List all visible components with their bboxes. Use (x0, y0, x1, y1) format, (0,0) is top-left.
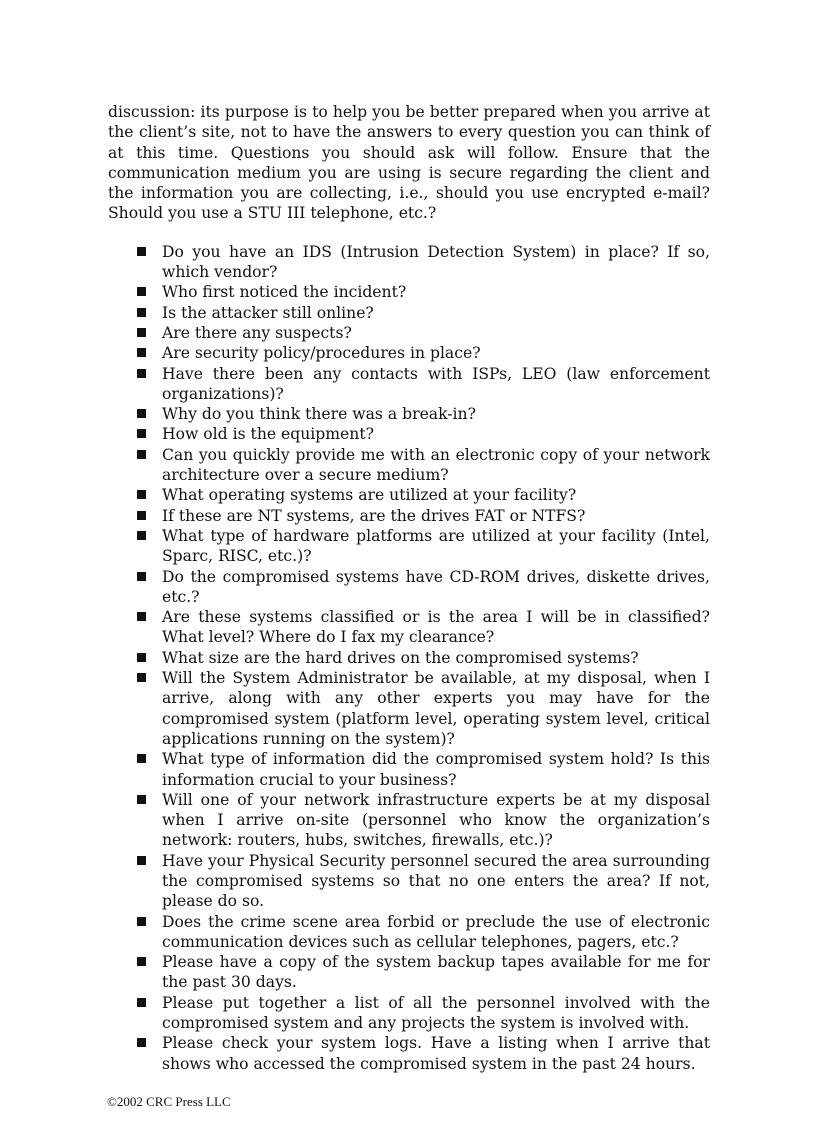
list-item-text: Please have a copy of the system backup tapes available for me for the past 30 days. (162, 953, 710, 992)
list-item-text: Are these systems classified or is the area I will be in classified? What level? Where do I fax my clearance? (162, 608, 710, 647)
list-item-text: Do you have an IDS (Intrusion Detection System) in place? If so, which vendor? (162, 242, 710, 282)
list-item-text: Have your Physical Security personnel secured the area surrounding the compromised systems so that no one enters the area? If not, please do so. (162, 851, 710, 911)
square-bullet-icon (137, 511, 146, 520)
list-item (135, 485, 710, 505)
square-bullet-icon (137, 653, 146, 662)
square-bullet-icon (137, 531, 146, 540)
list-item-text: Are there any suspects? (162, 323, 352, 342)
list-item (135, 993, 710, 1034)
list-item (135, 668, 710, 749)
square-bullet-icon (137, 328, 146, 337)
list-item (135, 323, 710, 343)
list-item-text: Who first noticed the incident? (162, 283, 407, 302)
square-bullet-icon (137, 673, 146, 682)
list-item-text: Will one of your network infrastructure experts be at my disposal when I arrive on-site (personnel who know the organization’s network: routers, hubs, switches, firewalls, etc.)? (162, 790, 710, 850)
copyright-footer: ©2002 CRC Press LLC (107, 1094, 231, 1109)
list-item-text: Please put together a list of all the personnel involved with the compromised system and any projects the system is involved with. (162, 993, 710, 1033)
list-item (135, 404, 710, 424)
list-item-text: Do the compromised systems have CD-ROM drives, diskette drives, etc.? (162, 567, 710, 606)
square-bullet-icon (137, 247, 146, 256)
question-list (135, 242, 710, 1074)
list-item-text: If these are NT systems, are the drives FAT or NTFS? (162, 506, 586, 525)
square-bullet-icon (137, 409, 146, 418)
list-item (135, 912, 710, 953)
square-bullet-icon (137, 450, 146, 459)
list-item (135, 648, 710, 668)
list-item (135, 952, 710, 993)
list-item-text: Why do you think there was a break-in? (162, 405, 476, 424)
square-bullet-icon (137, 754, 146, 763)
list-item (135, 607, 710, 648)
square-bullet-icon (137, 287, 146, 296)
list-item-text: Does the crime scene area forbid or preclude the use of electronic communication devices such as cellular telephones, pagers, etc.? (162, 912, 710, 951)
list-item (135, 364, 710, 405)
square-bullet-icon (137, 490, 146, 499)
square-bullet-icon (137, 369, 146, 378)
square-bullet-icon (137, 1038, 146, 1047)
intro-paragraph: discussion: its purpose is to help you be better prepared when you arrive at the client’s site, not to have the answers to every question you can think of at this time. Questions you should ask will follow. Ensure that the communication medium you are using is secure regarding the client and the information you are collecting, i.e., should you use encrypted e-mail? Should you use a STU III telephone, etc.? (108, 103, 710, 223)
square-bullet-icon (137, 612, 146, 621)
square-bullet-icon (137, 957, 146, 966)
list-item-text: Please check your system logs. Have a listing when I arrive that shows who accessed the compromised system in the past 24 hours. (162, 1034, 710, 1073)
list-item-text: What type of information did the compromised system hold? Is this information crucial to your business? (162, 750, 710, 789)
list-item-text: What type of hardware platforms are utilized at your facility (Intel, Sparc, RISC, etc.)? (162, 526, 710, 566)
list-item-text: Are security policy/procedures in place? (162, 344, 481, 363)
list-item-text: How old is the equipment? (162, 425, 374, 444)
list-item-text: Can you quickly provide me with an electronic copy of your network architecture over a secure medium? (162, 445, 710, 485)
list-item-text: What operating systems are utilized at your facility? (162, 486, 577, 505)
square-bullet-icon (137, 348, 146, 357)
list-item (135, 851, 710, 912)
list-item (135, 749, 710, 790)
list-item (135, 242, 710, 283)
list-item (135, 445, 710, 486)
list-item (135, 343, 710, 363)
square-bullet-icon (137, 429, 146, 438)
page-body (108, 102, 710, 1074)
list-item (135, 1033, 710, 1074)
list-item-text: What size are the hard drives on the compromised systems? (162, 648, 639, 667)
square-bullet-icon (137, 856, 146, 865)
list-item (135, 303, 710, 323)
list-item (135, 506, 710, 526)
list-item-text: Is the attacker still online? (162, 303, 374, 322)
list-item (135, 790, 710, 851)
list-item (135, 282, 710, 302)
list-item (135, 567, 710, 608)
square-bullet-icon (137, 308, 146, 317)
list-item-text: Will the System Administrator be available, at my disposal, when I arrive, along with any other experts you may have for the compromised system (platform level, operating system level, critical applications running on the system)? (162, 669, 710, 748)
list-item-text: Have there been any contacts with ISPs, LEO (law enforcement organizations)? (162, 364, 710, 403)
square-bullet-icon (137, 998, 146, 1007)
square-bullet-icon (137, 917, 146, 926)
square-bullet-icon (137, 795, 146, 804)
list-item (135, 526, 710, 567)
square-bullet-icon (137, 572, 146, 581)
list-item (135, 424, 710, 444)
